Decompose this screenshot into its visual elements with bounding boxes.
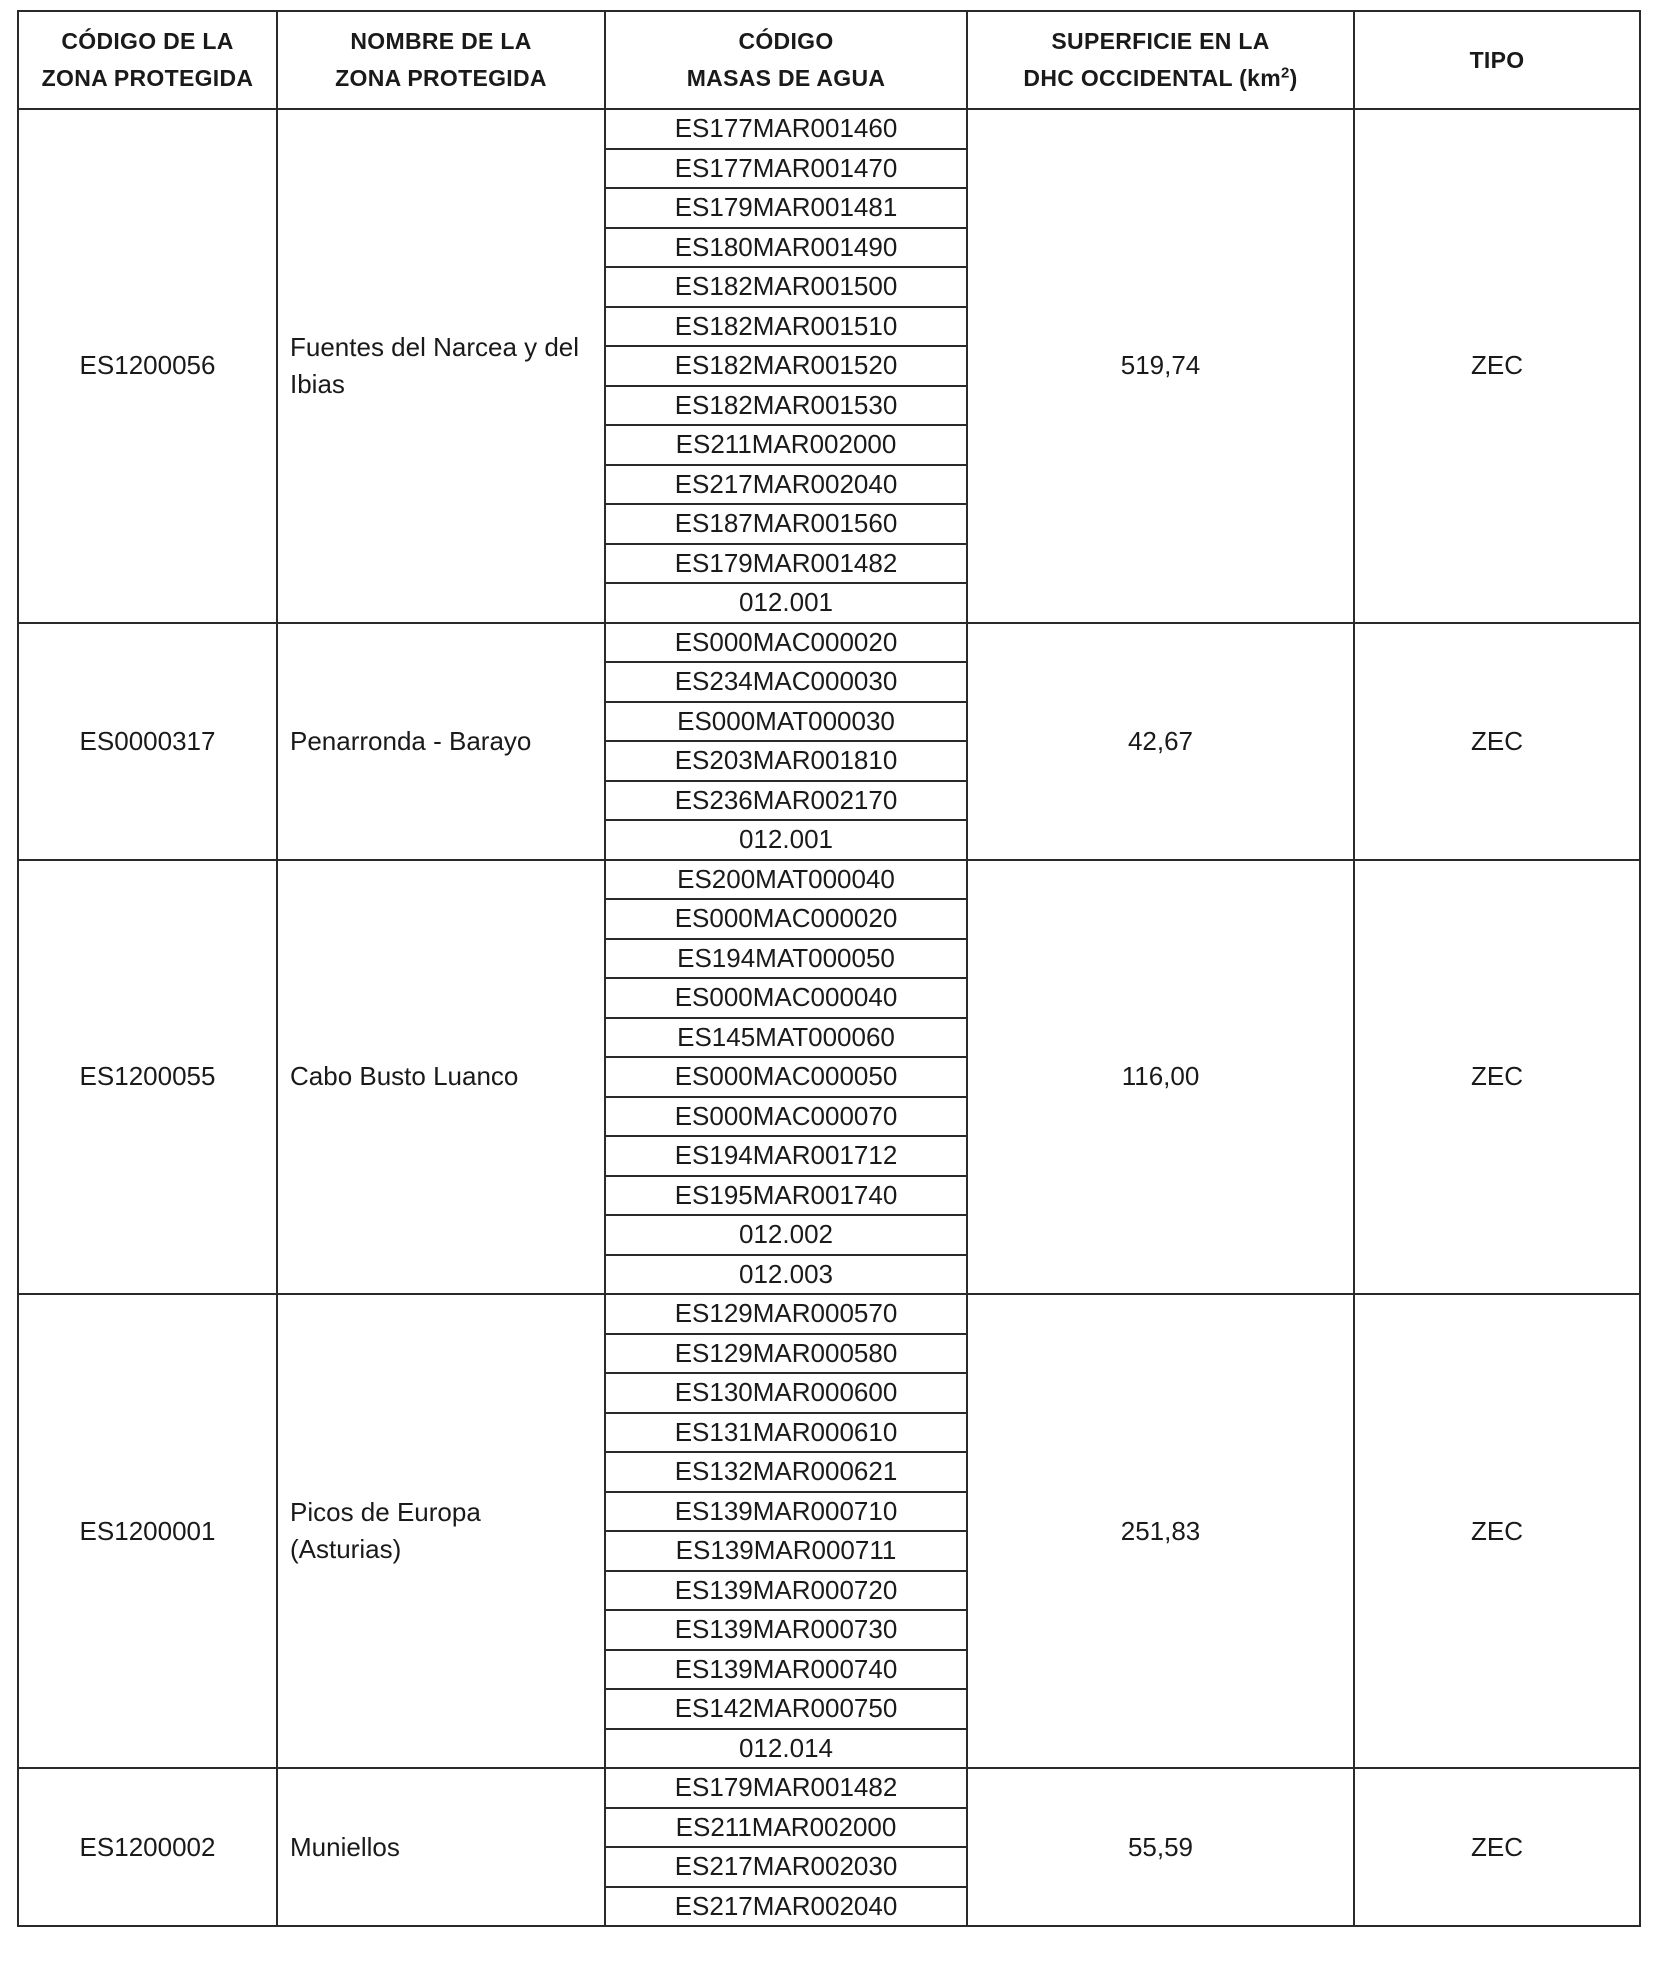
header-water-body-code-line2: MASAS DE AGUA — [686, 65, 886, 91]
table-body — [18, 109, 1640, 1926]
water-body-code: ES194MAR001712 — [606, 1137, 966, 1177]
surface-area-cell: 519,74 — [967, 109, 1354, 623]
water-body-code-list — [606, 1295, 966, 1767]
water-body-code: ES217MAR002040 — [674, 1890, 898, 1921]
zone-name-cell: Cabo Busto Luanco — [277, 860, 605, 1295]
water-body-code: ES000MAC000020 — [606, 900, 966, 940]
header-zone-code-line2: ZONA PROTEGIDA — [41, 65, 254, 91]
water-body-code: ES179MAR001481 — [606, 189, 966, 229]
water-body-code: ES000MAC000040 — [606, 979, 966, 1019]
zone-code-cell: ES1200056 — [18, 109, 277, 623]
water-body-code: ES179MAR001482 — [606, 545, 966, 585]
header-zone-code-line1: CÓDIGO DE LA — [61, 28, 234, 54]
water-body-code-list — [606, 624, 966, 859]
zone-name-cell: Picos de Europa (Asturias) — [277, 1294, 605, 1768]
water-body-code: ES177MAR001470 — [606, 150, 966, 190]
zone-code-cell: ES1200055 — [18, 860, 277, 1295]
zone-type-cell: ZEC — [1354, 1768, 1640, 1926]
water-body-code: ES217MAR002040 — [606, 466, 966, 506]
header-type — [1354, 11, 1640, 109]
zone-type-cell: ZEC — [1354, 860, 1640, 1295]
zone-type-cell: ZEC — [1354, 1294, 1640, 1768]
water-body-code: ES139MAR000710 — [606, 1493, 966, 1533]
water-body-code: ES000MAT000030 — [606, 703, 966, 743]
water-body-codes-cell — [605, 623, 967, 860]
water-body-code: 012.001 — [739, 824, 833, 854]
table-row — [18, 1768, 1640, 1926]
water-body-code: ES145MAT000060 — [606, 1019, 966, 1059]
water-body-code: ES182MAR001510 — [606, 308, 966, 348]
table-header-row — [18, 11, 1640, 109]
water-body-code: ES142MAR000750 — [606, 1690, 966, 1730]
zone-code-cell: ES1200002 — [18, 1768, 277, 1926]
water-body-code: ES177MAR001460 — [606, 110, 966, 150]
header-water-body-code-line1: CÓDIGO — [738, 28, 834, 54]
header-water-body-code — [605, 11, 967, 109]
water-body-code: ES236MAR002170 — [606, 782, 966, 822]
water-body-code: ES139MAR000740 — [606, 1651, 966, 1691]
zone-code-cell: ES1200001 — [18, 1294, 277, 1768]
water-body-code: ES129MAR000580 — [606, 1335, 966, 1375]
water-body-code: ES129MAR000570 — [606, 1295, 966, 1335]
water-body-code: ES000MAC000050 — [606, 1058, 966, 1098]
water-body-code-list — [606, 861, 966, 1294]
header-surface-area-exponent: 2 — [1280, 64, 1290, 82]
header-surface-area-close: ) — [1289, 65, 1298, 91]
water-body-code-list — [606, 110, 966, 622]
water-body-codes-cell — [605, 1768, 967, 1926]
surface-area-cell: 55,59 — [967, 1768, 1354, 1926]
header-surface-area-line1: SUPERFICIE EN LA — [1051, 28, 1270, 54]
zone-code-cell: ES0000317 — [18, 623, 277, 860]
water-body-code: 012.002 — [606, 1216, 966, 1256]
water-body-code: ES132MAR000621 — [606, 1453, 966, 1493]
zone-name-cell: Muniellos — [277, 1768, 605, 1926]
header-surface-area — [967, 11, 1354, 109]
water-body-code: ES000MAC000070 — [606, 1098, 966, 1138]
water-body-code: ES179MAR001482 — [606, 1769, 966, 1809]
protected-zones-table — [17, 10, 1641, 1927]
table-row — [18, 1294, 1640, 1768]
water-body-code: ES234MAC000030 — [606, 663, 966, 703]
water-body-code: ES211MAR002000 — [606, 426, 966, 466]
water-body-code: ES182MAR001500 — [606, 268, 966, 308]
water-body-code: ES000MAC000020 — [606, 624, 966, 664]
water-body-code: ES130MAR000600 — [606, 1374, 966, 1414]
header-zone-code — [18, 11, 277, 109]
surface-area-cell: 116,00 — [967, 860, 1354, 1295]
table-row — [18, 109, 1640, 623]
protected-zones-document — [17, 10, 1641, 1927]
water-body-code: ES139MAR000730 — [606, 1611, 966, 1651]
header-type-label: TIPO — [1469, 46, 1525, 73]
water-body-code: ES180MAR001490 — [606, 229, 966, 269]
water-body-code: 012.003 — [739, 1258, 833, 1289]
water-body-code: 012.014 — [739, 1732, 833, 1763]
water-body-code: ES194MAT000050 — [606, 940, 966, 980]
header-zone-name-line1: NOMBRE DE LA — [350, 28, 532, 54]
water-body-code-list — [606, 1769, 966, 1925]
header-zone-name — [277, 11, 605, 109]
water-body-code: ES182MAR001520 — [606, 347, 966, 387]
water-body-code: ES200MAT000040 — [606, 861, 966, 901]
water-body-code: 012.001 — [739, 587, 833, 617]
zone-type-cell: ZEC — [1354, 109, 1640, 623]
water-body-code: ES195MAR001740 — [606, 1177, 966, 1217]
water-body-code: ES217MAR002030 — [606, 1848, 966, 1888]
header-surface-area-line2: DHC OCCIDENTAL (km — [1023, 65, 1281, 91]
zone-name-cell: Fuentes del Narcea y del Ibias — [277, 109, 605, 623]
zone-type-cell: ZEC — [1354, 623, 1640, 860]
water-body-code: ES139MAR000720 — [606, 1572, 966, 1612]
water-body-codes-cell — [605, 860, 967, 1295]
zone-name-cell: Penarronda - Barayo — [277, 623, 605, 860]
surface-area-cell: 42,67 — [967, 623, 1354, 860]
table-row — [18, 860, 1640, 1295]
water-body-code: ES187MAR001560 — [606, 505, 966, 545]
water-body-codes-cell — [605, 109, 967, 623]
water-body-code: ES203MAR001810 — [606, 742, 966, 782]
water-body-code: ES211MAR002000 — [606, 1809, 966, 1849]
water-body-code: ES182MAR001530 — [606, 387, 966, 427]
water-body-code: ES139MAR000711 — [606, 1532, 966, 1572]
water-body-codes-cell — [605, 1294, 967, 1768]
table-row — [18, 623, 1640, 860]
surface-area-cell: 251,83 — [967, 1294, 1354, 1768]
header-zone-name-line2: ZONA PROTEGIDA — [335, 65, 547, 91]
water-body-code: ES131MAR000610 — [606, 1414, 966, 1454]
